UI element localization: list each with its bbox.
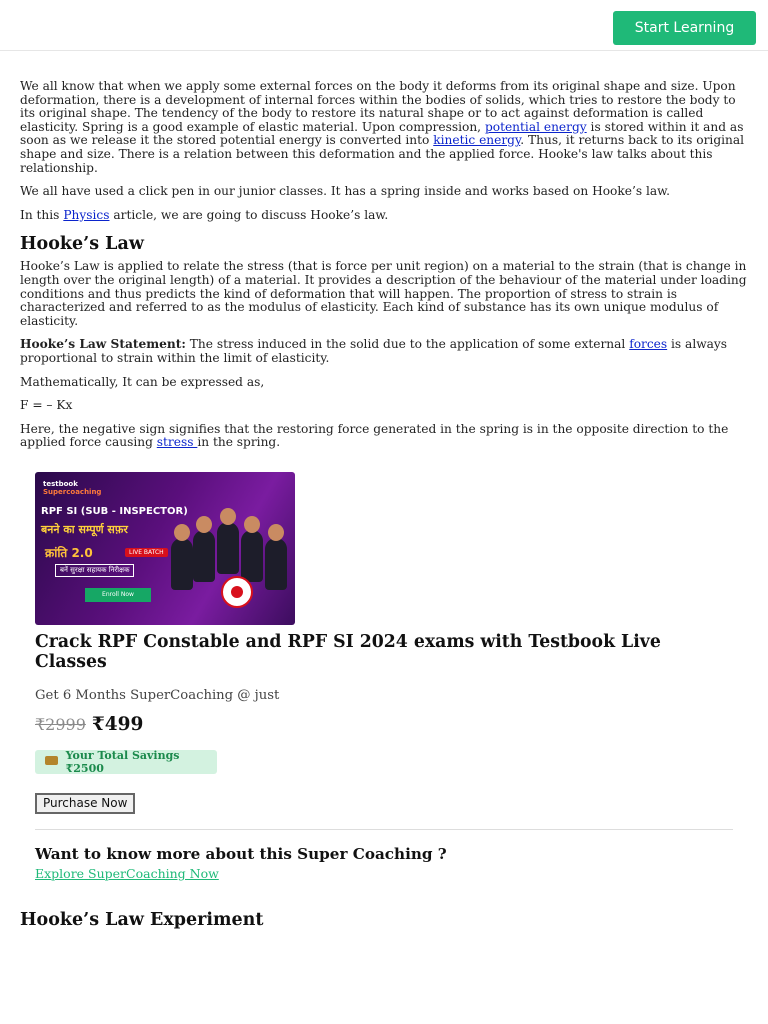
rpf-emblem-icon [221,576,253,608]
intro-text-3: . Thus, it returns back to its original shape and size. There is a relation between this deformation and the applied force. Hooke's law talks about this relationship. [20,133,745,175]
kinetic-energy-link[interactable]: kinetic energy [433,133,521,148]
savings-badge [35,750,217,774]
wallet-icon [45,756,58,765]
original-price: ₹2999 [35,714,86,734]
statement-paragraph [20,338,750,365]
scope-text-post: article, we are going to discuss Hooke’s law. [109,207,389,222]
promo-banner-image[interactable] [35,472,295,625]
banner-title: RPF SI (SUB - INSPECTOR) [41,505,188,517]
statement-text-pre: The stress induced in the solid due to the application of some external [185,337,630,352]
intro-text-2: is stored within it and as soon as we release it the stored potential energy is converted into [20,119,744,148]
formula: F = – Kx [20,398,73,413]
teacher-figure [241,530,263,582]
forces-link[interactable]: forces [629,337,668,352]
banner-live-badge: LIVE BATCH [125,548,168,557]
savings-text: Your Total Savings ₹2500 [65,748,180,775]
banner-brand [43,480,101,496]
supercoaching-promo-card [35,472,735,882]
divider [35,829,733,830]
purchase-now-button[interactable]: Purchase Now [35,793,135,814]
banner-enroll-button: Enroll Now [85,588,151,602]
start-learning-button[interactable]: Start Learning [613,11,756,45]
math-paragraph: Mathematically, It can be expressed as, [20,374,265,389]
banner-brand-line1: testbook [43,479,78,488]
teacher-figure [171,538,193,590]
explore-supercoaching-link[interactable]: Explore SuperCoaching Now [35,865,219,881]
experiment-heading: Hooke’s Law Experiment [20,909,264,930]
banner-hindi-line: बनने का सम्पूर्ण सफ़र [41,522,128,536]
promo-title: Crack RPF Constable and RPF SI 2024 exams with Testbook Live Classes [35,631,661,672]
price-row [35,714,735,735]
hookes-law-paragraph: Hooke’s Law is applied to relate the stress (that is force per unit region) on a material to the strain (that is change in length over the original length) of a material. It provides a description of the behaviour of the material under loading conditions and thus predicts the kind of deformation that will happen. The proportion of stress to strain is characterized and referred to as the modulus of elasticity. Each kind of substance has its own unique modulus of elasticity. [20,259,747,328]
intro-paragraph [20,80,750,175]
top-bar [0,0,768,51]
banner-hindi-tag: बनें सुरक्षा सहायक निरीक्षक [55,564,134,577]
hookes-law-heading: Hooke’s Law [20,234,144,255]
promo-subtitle: Get 6 Months SuperCoaching @ just [35,687,280,703]
statement-text-post: is always proportional to strain within the limit of elasticity. [20,337,728,365]
teacher-figure [217,522,239,574]
potential-energy-link[interactable]: potential energy [484,119,587,134]
statement-label: Hooke’s Law Statement: [20,337,186,352]
physics-link[interactable]: Physics [63,207,110,222]
click-pen-paragraph: We all have used a click pen in our junior classes. It has a spring inside and works based on Hooke’s law. [20,184,671,199]
banner-brand-line2: Supercoaching [43,487,102,496]
article-content [20,80,750,936]
intro-text-1: We all know that when we apply some external forces on the body it deforms from its original shape and size. Upon deformation, there is a development of internal forces within the bodies of solids, which tries to restore the body to its original shape. The tendency of the body to restore its natural shape or to act against deformation is called elasticity. Spring is a good example of elastic material. Upon compression, [20,79,736,134]
discounted-price: ₹499 [91,713,144,735]
stress-link[interactable]: stress [156,435,198,450]
sign-text-post: in the spring. [197,435,281,450]
banner-kranti: क्रांति 2.0 [45,545,93,560]
scope-text-pre: In this [20,207,64,222]
article-scope-paragraph [20,209,750,223]
teacher-figure [265,538,287,590]
more-info-heading: Want to know more about this Super Coaching ? [35,844,447,863]
teacher-figure [193,530,215,582]
sign-paragraph [20,423,750,450]
sign-text-pre: Here, the negative sign signifies that the restoring force generated in the spring is in the opposite direction to the applied force causing [20,421,729,450]
